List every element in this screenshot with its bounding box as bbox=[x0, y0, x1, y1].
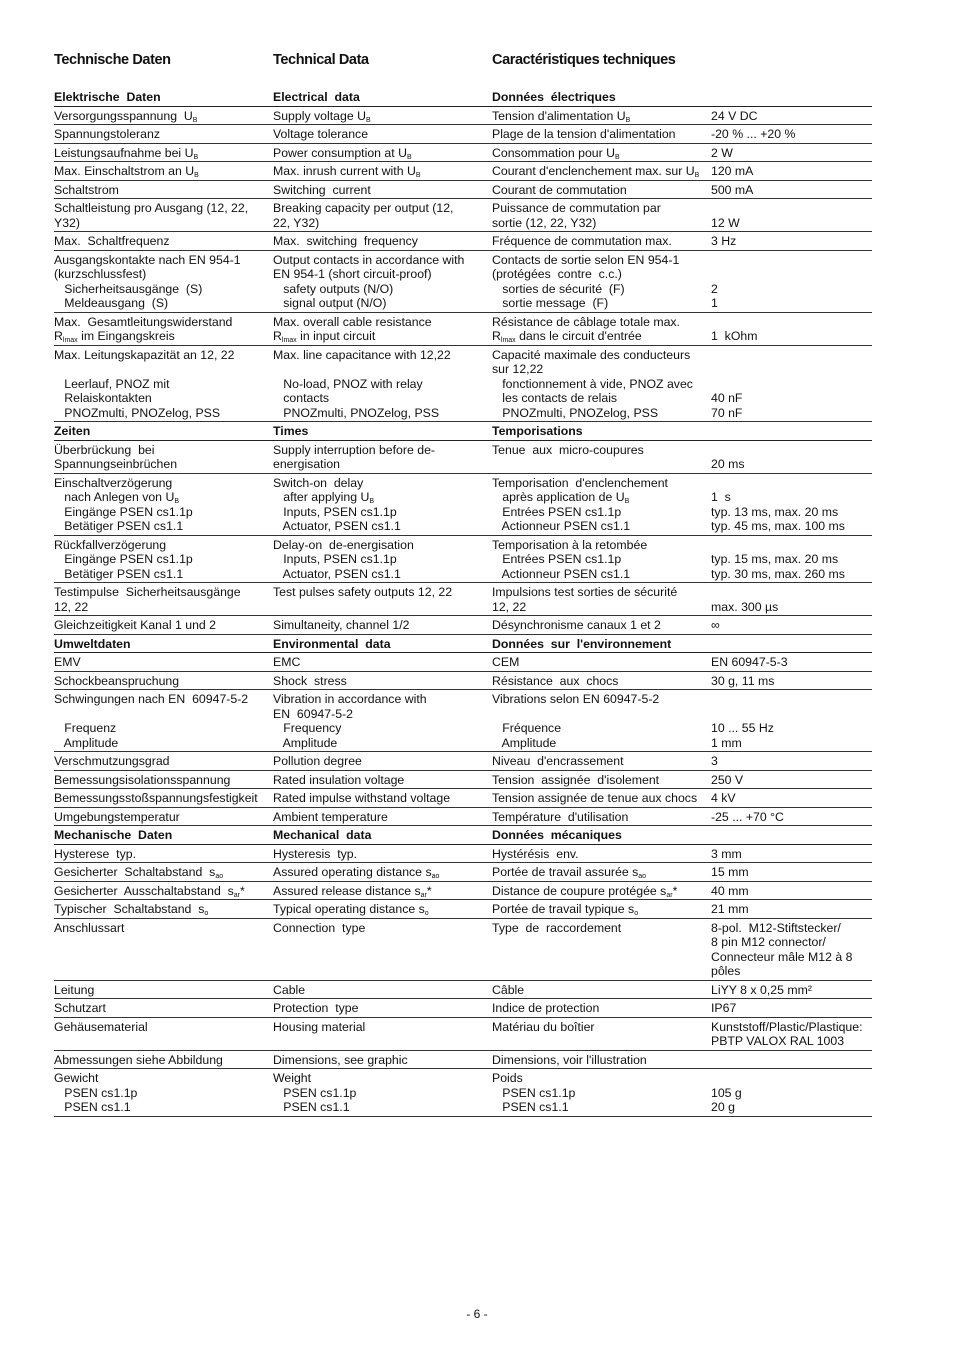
cell-french: Consommation pour $U_B$ bbox=[492, 143, 711, 162]
cell-english: Supply interruption before de- energisation bbox=[273, 440, 492, 473]
cell-german: Bemessungsstoßspannungsfestigkeit bbox=[54, 789, 273, 808]
cell-value: 24 V DC bbox=[711, 106, 872, 125]
cell-english: Pollution degree bbox=[273, 752, 492, 771]
cell-english: EMC bbox=[273, 653, 492, 672]
table-row bbox=[54, 616, 872, 635]
cell-english: Switching current bbox=[273, 180, 492, 199]
cell-english: Connection type bbox=[273, 918, 492, 980]
cell-english: Output contacts in accordance with EN 954-1 (short circuit-proof) safety outputs (N/O) signal output (N/O) bbox=[273, 250, 492, 312]
cell-english: Max. overall cable resistance $R_{lmax}$ in input circuit bbox=[273, 312, 492, 345]
cell-value: EN 60947-5-3 bbox=[711, 653, 872, 672]
column-headings bbox=[54, 52, 872, 72]
cell-value: 15 mm bbox=[711, 863, 872, 882]
cell-french: Temporisations bbox=[492, 422, 711, 441]
cell-value bbox=[711, 422, 872, 441]
cell-french: Portée de travail assurée $s_{ao}$ bbox=[492, 863, 711, 882]
cell-value: 1 kOhm bbox=[711, 312, 872, 345]
cell-german: Ausgangskontakte nach EN 954-1 (kurzschlussfest) Sicherheitsausgänge (S) Meldeausgang (S) bbox=[54, 250, 273, 312]
section-header-row bbox=[54, 634, 872, 653]
cell-value: typ. 15 ms, max. 20 ms typ. 30 ms, max. 260 ms bbox=[711, 535, 872, 583]
cell-value: 2 W bbox=[711, 143, 872, 162]
cell-german: Leistungsaufnahme bei $U_B$ bbox=[54, 143, 273, 162]
cell-french: Tenue aux micro-coupures bbox=[492, 440, 711, 473]
cell-value: 3 Hz bbox=[711, 232, 872, 251]
cell-value bbox=[711, 1050, 872, 1069]
page-number: - 6 - bbox=[466, 1307, 488, 1321]
cell-value: 20 ms bbox=[711, 440, 872, 473]
cell-french: Tension assignée d'isolement bbox=[492, 770, 711, 789]
cell-value bbox=[711, 826, 872, 845]
cell-french: Poids PSEN cs1.1p PSEN cs1.1 bbox=[492, 1069, 711, 1117]
cell-german: Gesicherter Schaltabstand $s_{ao}$ bbox=[54, 863, 273, 882]
cell-english: Max. switching frequency bbox=[273, 232, 492, 251]
cell-value: 3 bbox=[711, 752, 872, 771]
heading-german: Technische Daten bbox=[54, 52, 171, 68]
cell-french: Distance de coupure protégée $s_{ar}*$ bbox=[492, 881, 711, 900]
cell-german: Überbrückung bei Spannungseinbrüchen bbox=[54, 440, 273, 473]
cell-french: Portée de travail typique $s_o$ bbox=[492, 900, 711, 919]
table-row bbox=[54, 1069, 872, 1117]
cell-english: Power consumption at $U_B$ bbox=[273, 143, 492, 162]
table-row bbox=[54, 250, 872, 312]
cell-french: Désynchronisme canaux 1 et 2 bbox=[492, 616, 711, 635]
cell-english: Shock stress bbox=[273, 671, 492, 690]
table-row bbox=[54, 199, 872, 232]
cell-english: Times bbox=[273, 422, 492, 441]
table-row bbox=[54, 918, 872, 980]
cell-french: Câble bbox=[492, 980, 711, 999]
cell-german: Max. Leitungskapazität an 12, 22 Leerlauf, PNOZ mit Relaiskontakten PNOZmulti, PNOZelog, PSS bbox=[54, 345, 273, 422]
cell-english: Assured release distance $s_{ar}*$ bbox=[273, 881, 492, 900]
table-row bbox=[54, 440, 872, 473]
cell-value: 40 nF 70 nF bbox=[711, 345, 872, 422]
table-row bbox=[54, 789, 872, 808]
cell-german: Gesicherter Ausschaltabstand $s_{ar}*$ bbox=[54, 881, 273, 900]
cell-english: Test pulses safety outputs 12, 22 bbox=[273, 583, 492, 616]
cell-value: 8-pol. M12-Stiftstecker/ 8 pin M12 connector/ Connecteur mâle M12 à 8 pôles bbox=[711, 918, 872, 980]
cell-english: Max. line capacitance with 12,22 No-load, PNOZ with relay contacts PNOZmulti, PNOZelog, PSS bbox=[273, 345, 492, 422]
table-row bbox=[54, 752, 872, 771]
cell-value bbox=[711, 88, 872, 106]
table-row bbox=[54, 180, 872, 199]
heading-french: Caractéristiques techniques bbox=[492, 52, 676, 68]
cell-german: Elektrische Daten bbox=[54, 88, 273, 106]
cell-german: Spannungstoleranz bbox=[54, 125, 273, 144]
cell-french: Temporisation à la retombée Entrées PSEN cs1.1p Actionneur PSEN cs1.1 bbox=[492, 535, 711, 583]
cell-french: Données mécaniques bbox=[492, 826, 711, 845]
cell-french: Données électriques bbox=[492, 88, 711, 106]
cell-german: Gehäusematerial bbox=[54, 1017, 273, 1050]
cell-value: LiYY 8 x 0,25 mm² bbox=[711, 980, 872, 999]
cell-french: Données sur l'environnement bbox=[492, 634, 711, 653]
cell-german: Abmessungen siehe Abbildung bbox=[54, 1050, 273, 1069]
table-row bbox=[54, 106, 872, 125]
cell-value: 10 ... 55 Hz 1 mm bbox=[711, 690, 872, 752]
table-row bbox=[54, 1050, 872, 1069]
cell-english: Ambient temperature bbox=[273, 807, 492, 826]
table-row bbox=[54, 999, 872, 1018]
cell-value: 12 W bbox=[711, 199, 872, 232]
cell-german: Max. Gesamtleitungswiderstand $R_{lmax}$ im Eingangskreis bbox=[54, 312, 273, 345]
cell-english: Vibration in accordance with EN 60947-5-2 Frequency Amplitude bbox=[273, 690, 492, 752]
table-row bbox=[54, 473, 872, 535]
table-row bbox=[54, 863, 872, 882]
cell-french: Résistance de câblage totale max. $R_{lmax}$ dans le circuit d'entrée bbox=[492, 312, 711, 345]
section-header-row bbox=[54, 422, 872, 441]
cell-value: Kunststoff/Plastic/Plastique: PBTP VALOX RAL 1003 bbox=[711, 1017, 872, 1050]
cell-german: Einschaltverzögerung nach Anlegen von $U_B$ Eingänge PSEN cs1.1p Betätiger PSEN cs1.1 bbox=[54, 473, 273, 535]
cell-french: Tension assignée de tenue aux chocs bbox=[492, 789, 711, 808]
cell-value: 2 1 bbox=[711, 250, 872, 312]
cell-french: CEM bbox=[492, 653, 711, 672]
cell-german: Umweltdaten bbox=[54, 634, 273, 653]
cell-english: Housing material bbox=[273, 1017, 492, 1050]
cell-german: Max. Schaltfrequenz bbox=[54, 232, 273, 251]
cell-value: 21 mm bbox=[711, 900, 872, 919]
cell-french: Résistance aux chocs bbox=[492, 671, 711, 690]
cell-english: Typical operating distance $s_o$ bbox=[273, 900, 492, 919]
table-row bbox=[54, 162, 872, 181]
cell-value: 500 mA bbox=[711, 180, 872, 199]
cell-german: Zeiten bbox=[54, 422, 273, 441]
table-row bbox=[54, 844, 872, 863]
cell-value: -25 ... +70 °C bbox=[711, 807, 872, 826]
cell-english: Supply voltage $U_B$ bbox=[273, 106, 492, 125]
cell-french: Temporisation d'enclenchement après application de $U_B$ Entrées PSEN cs1.1p Actionneur PSEN cs1.1 bbox=[492, 473, 711, 535]
cell-value: ∞ bbox=[711, 616, 872, 635]
cell-german: Leitung bbox=[54, 980, 273, 999]
cell-english: Max. inrush current with $U_B$ bbox=[273, 162, 492, 181]
cell-english: Voltage tolerance bbox=[273, 125, 492, 144]
cell-german: Versorgungsspannung $U_B$ bbox=[54, 106, 273, 125]
cell-french: Contacts de sortie selon EN 954-1 (protégées contre c.c.) sorties de sécurité (F) sortie message (F) bbox=[492, 250, 711, 312]
cell-german: Schockbeanspruchung bbox=[54, 671, 273, 690]
cell-german: Hysterese typ. bbox=[54, 844, 273, 863]
table-row bbox=[54, 807, 872, 826]
cell-value: max. 300 µs bbox=[711, 583, 872, 616]
technical-data-table bbox=[54, 88, 872, 1117]
cell-french: Dimensions, voir l'illustration bbox=[492, 1050, 711, 1069]
cell-french: Vibrations selon EN 60947-5-2 Fréquence Amplitude bbox=[492, 690, 711, 752]
cell-value: 1 s typ. 13 ms, max. 20 ms typ. 45 ms, max. 100 ms bbox=[711, 473, 872, 535]
cell-german: Gewicht PSEN cs1.1p PSEN cs1.1 bbox=[54, 1069, 273, 1117]
cell-value: 30 g, 11 ms bbox=[711, 671, 872, 690]
cell-value: -20 % ... +20 % bbox=[711, 125, 872, 144]
cell-french: Capacité maximale des conducteurs sur 12,22 fonctionnement à vide, PNOZ avec les contacts de relais PNOZmulti, PNOZelog, PSS bbox=[492, 345, 711, 422]
cell-english: Assured operating distance $s_{ao}$ bbox=[273, 863, 492, 882]
cell-german: Testimpulse Sicherheitsausgänge 12, 22 bbox=[54, 583, 273, 616]
cell-value: 40 mm bbox=[711, 881, 872, 900]
cell-english: Protection type bbox=[273, 999, 492, 1018]
cell-french: Tension d'alimentation $U_B$ bbox=[492, 106, 711, 125]
cell-english: Weight PSEN cs1.1p PSEN cs1.1 bbox=[273, 1069, 492, 1117]
cell-value: 120 mA bbox=[711, 162, 872, 181]
cell-english: Switch-on delay after applying $U_B$ Inputs, PSEN cs1.1p Actuator, PSEN cs1.1 bbox=[273, 473, 492, 535]
cell-french: Courant de commutation bbox=[492, 180, 711, 199]
cell-value bbox=[711, 634, 872, 653]
cell-german: Mechanische Daten bbox=[54, 826, 273, 845]
cell-english: Rated insulation voltage bbox=[273, 770, 492, 789]
cell-german: Max. Einschaltstrom an $U_B$ bbox=[54, 162, 273, 181]
cell-english: Cable bbox=[273, 980, 492, 999]
cell-value: 250 V bbox=[711, 770, 872, 789]
cell-english: Breaking capacity per output (12, 22, Y32) bbox=[273, 199, 492, 232]
table-row bbox=[54, 232, 872, 251]
cell-german: Umgebungstemperatur bbox=[54, 807, 273, 826]
table-row bbox=[54, 770, 872, 789]
cell-english: Dimensions, see graphic bbox=[273, 1050, 492, 1069]
cell-value: 3 mm bbox=[711, 844, 872, 863]
cell-english: Rated impulse withstand voltage bbox=[273, 789, 492, 808]
cell-german: EMV bbox=[54, 653, 273, 672]
table-row bbox=[54, 881, 872, 900]
cell-english: Environmental data bbox=[273, 634, 492, 653]
cell-english: Mechanical data bbox=[273, 826, 492, 845]
cell-french: Matériau du boîtier bbox=[492, 1017, 711, 1050]
cell-french: Température d'utilisation bbox=[492, 807, 711, 826]
cell-french: Hystérésis env. bbox=[492, 844, 711, 863]
cell-french: Courant d'enclenchement max. sur $U_B$ bbox=[492, 162, 711, 181]
table-row bbox=[54, 143, 872, 162]
cell-french: Plage de la tension d'alimentation bbox=[492, 125, 711, 144]
cell-french: Impulsions test sorties de sécurité 12, 22 bbox=[492, 583, 711, 616]
cell-german: Bemessungsisolationsspannung bbox=[54, 770, 273, 789]
cell-english: Delay-on de-energisation Inputs, PSEN cs1.1p Actuator, PSEN cs1.1 bbox=[273, 535, 492, 583]
table-row bbox=[54, 690, 872, 752]
cell-german: Schutzart bbox=[54, 999, 273, 1018]
table-row bbox=[54, 583, 872, 616]
cell-value: 4 kV bbox=[711, 789, 872, 808]
cell-french: Type de raccordement bbox=[492, 918, 711, 980]
section-header-row bbox=[54, 88, 872, 106]
cell-german: Gleichzeitigkeit Kanal 1 und 2 bbox=[54, 616, 273, 635]
table-row bbox=[54, 900, 872, 919]
cell-german: Anschlussart bbox=[54, 918, 273, 980]
table-row bbox=[54, 1017, 872, 1050]
cell-german: Rückfallverzögerung Eingänge PSEN cs1.1p Betätiger PSEN cs1.1 bbox=[54, 535, 273, 583]
heading-english: Technical Data bbox=[273, 52, 369, 68]
cell-german: Schaltleistung pro Ausgang (12, 22, Y32) bbox=[54, 199, 273, 232]
cell-french: Indice de protection bbox=[492, 999, 711, 1018]
cell-french: Niveau d'encrassement bbox=[492, 752, 711, 771]
cell-english: Electrical data bbox=[273, 88, 492, 106]
cell-german: Typischer Schaltabstand $s_o$ bbox=[54, 900, 273, 919]
cell-german: Schaltstrom bbox=[54, 180, 273, 199]
cell-french: Fréquence de commutation max. bbox=[492, 232, 711, 251]
section-header-row bbox=[54, 826, 872, 845]
table-row bbox=[54, 345, 872, 422]
table-row bbox=[54, 535, 872, 583]
table-row bbox=[54, 125, 872, 144]
cell-german: Verschmutzungsgrad bbox=[54, 752, 273, 771]
cell-english: Simultaneity, channel 1/2 bbox=[273, 616, 492, 635]
cell-value: IP67 bbox=[711, 999, 872, 1018]
cell-english: Hysteresis typ. bbox=[273, 844, 492, 863]
table-row bbox=[54, 653, 872, 672]
table-row bbox=[54, 980, 872, 999]
table-row bbox=[54, 671, 872, 690]
cell-value: 105 g 20 g bbox=[711, 1069, 872, 1117]
table-row bbox=[54, 312, 872, 345]
cell-french: Puissance de commutation par sortie (12, 22, Y32) bbox=[492, 199, 711, 232]
cell-german: Schwingungen nach EN 60947-5-2 Frequenz Amplitude bbox=[54, 690, 273, 752]
